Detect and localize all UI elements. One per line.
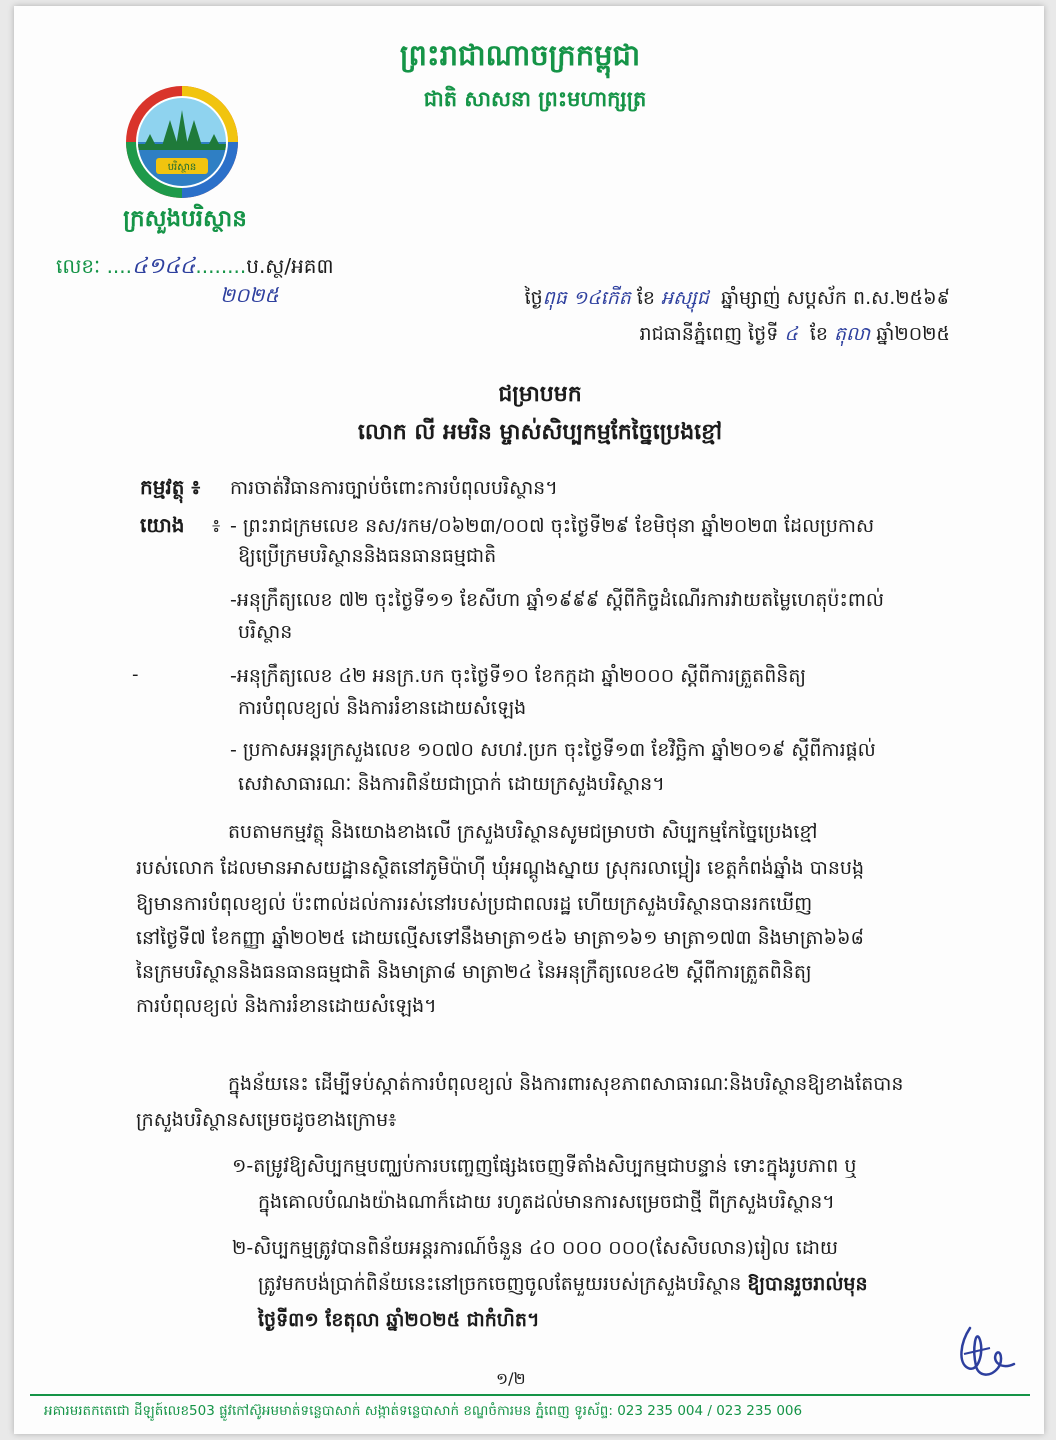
page-number: ១/២ xyxy=(496,1369,526,1388)
reference-item: បរិស្ថាន xyxy=(238,621,293,643)
decision-line: ១-តម្រូវឱ្យសិប្បកម្មបញ្ឈប់ការបញ្ចេញផ្សែងចេញទីតាំងសិប្បកម្មជាបន្ទាន់ ទោះក្នុងរូបភាព ឬ xyxy=(232,1155,857,1177)
solar-day: ៤ xyxy=(784,323,798,345)
body-line: ក្នុងន័យនេះ ដើម្បីទប់ស្កាត់ការបំពុលខ្យល់ និងការពារសុខភាពសាធារណៈនិងបរិស្ថានឱ្យខាងតែបាន xyxy=(228,1073,904,1095)
decision-line: ក្នុងគោលបំណងយ៉ាងណាក៏ដោយ រហូតដល់មានការសម្រេចជាថ្មី ពីក្រសួងបរិស្ថាន។ xyxy=(258,1191,835,1213)
lunar-date xyxy=(420,286,950,314)
footer-divider xyxy=(30,1394,1030,1396)
solar-date xyxy=(480,322,950,350)
stray-dash: - xyxy=(132,664,139,685)
reference-item: សេវាសាធារណៈ និងការពិន័យជាប្រាក់ ដោយក្រសួងបរិស្ថាន។ xyxy=(238,773,665,795)
reference-item: ឱ្យប្រើក្រមបរិស្ថាននិងធនធានធម្មជាតិ xyxy=(238,545,497,567)
reference-item: - ព្រះរាជក្រមលេខ នស/រកម/០៦២៣/០០៧ ចុះថ្ងៃទី២៩ ខែមិថុនា ឆ្នាំ២០២៣ ដែលប្រកាស xyxy=(230,515,875,537)
footer-address: អគារមរតកតេជោ ដីឡូត៍លេខ503 ផ្លូវកៅស៊ូអមមាត់ទន្លេបាសាក់ សង្កាត់ទន្លេបាសាក់ ខណ្ឌចំការមន ភ្នំពេញ ទូរស័ព្ទ: 023 235 004 / 023 235 006 xyxy=(44,1403,803,1419)
body-line: តបតាមកម្មវត្ថុ និងយោងខាងលើ ក្រសួងបរិស្ថានសូមជម្រាបថា សិប្បកម្មកែច្នៃប្រេងខ្មៅ xyxy=(228,821,818,843)
reference-item: -អនុក្រឹត្យលេខ ៤២ អនក្រ.បក ចុះថ្ងៃទី១០ ខែកក្កដា ឆ្នាំ២០០០ ស្តីពីការត្រួតពិនិត្យ xyxy=(230,665,807,687)
solar-year: ឆ្នាំ២០២៥ xyxy=(876,323,950,345)
body-line: នៅថ្ងៃទី៧ ខែកញ្ញា ឆ្នាំ២០២៥ ដោយល្មើសទៅនឹងមាត្រា១៥៦ មាត្រា១៦១ មាត្រា១៧៣ និងមាត្រា៦៦៨ xyxy=(136,927,864,949)
subject-label: កម្មវត្ថុ ៖ xyxy=(140,475,201,499)
ministry-logo xyxy=(124,84,240,200)
logo-label: បរិស្ថាន xyxy=(167,162,197,173)
reference-item: ការបំពុលខ្យល់ និងការរំខានដោយសំឡេង xyxy=(238,697,527,719)
reference-suffix: ប.ស្ថ/អគ៣ xyxy=(246,254,334,278)
salutation: ជម្រាបមក xyxy=(498,382,582,407)
references-colon: ៖ xyxy=(212,515,221,537)
solar-prefix: រាជធានីភ្នំពេញ ថ្ងៃទី xyxy=(639,323,779,345)
reference-year: ២០២៥ xyxy=(220,283,279,307)
decision-deadline-date: ថ្ងៃទី៣១ ខែតុលា ឆ្នាំ២០២៥ ជាកំហិត។ xyxy=(258,1309,540,1331)
body-line: ការបំពុលខ្យល់ និងការរំខានដោយសំឡេង។ xyxy=(136,995,437,1017)
solar-month: តុលា xyxy=(834,323,871,345)
subject-text: ការចាត់វិធានការច្បាប់ចំពោះការបំពុលបរិស្ថាន។ xyxy=(230,477,558,499)
body-line: របស់លោក ដែលមានអាសយដ្ឋានស្ថិតនៅភូមិប៉ាហ៊ី ឃុំអណ្តូងស្នាយ ស្រុករលាប្អៀរ ខេត្តកំពង់ឆ្នាំង បានបង្ក xyxy=(136,857,865,879)
kingdom-title: ព្រះរាជាណាចក្រកម្ពុជា xyxy=(399,38,641,72)
reference-number: លេខៈ ....៤១៤៤........ប.ស្ថ/អគ៣ xyxy=(56,254,334,279)
reference-handwritten-number: ៤១៤៤ xyxy=(132,254,196,279)
references-label: យោង xyxy=(140,513,185,537)
decision-line: ២-សិប្បកម្មត្រូវបានពិន័យអន្តរការណ៍ចំនួន ៤០ ០០០ ០០០(សែសិបលាន)រៀល ដោយ xyxy=(232,1237,839,1259)
lunar-day: ពុធ ១៤កើត xyxy=(542,287,631,309)
signature-initial xyxy=(950,1318,1030,1388)
reference-label: លេខៈ xyxy=(56,254,101,278)
reference-item: -អនុក្រឹត្យលេខ ៧២ ចុះថ្ងៃទី១១ ខែសីហា ឆ្នាំ១៩៩៩ ស្តីពីកិច្ចដំណើរការវាយតម្លៃហេតុប៉ះពាល់ xyxy=(230,589,884,611)
body-line: ក្រសួងបរិស្ថានសម្រេចដូចខាងក្រោម៖ xyxy=(136,1109,397,1131)
recipient: លោក លី អមរិន ម្ចាស់សិប្បកម្មកែច្នៃប្រេងខ្មៅ xyxy=(357,420,723,445)
ministry-name: ក្រសួងបរិស្ថាន xyxy=(123,206,247,232)
lunar-month: អស្សុជ xyxy=(661,287,709,309)
decision-text: ត្រូវមកបង់ប្រាក់ពិន័យនេះនៅច្រកចេញចូលតែមួយរបស់ក្រសួងបរិស្ថាន xyxy=(258,1273,742,1295)
lunar-month-label: ខែ xyxy=(636,287,655,309)
reference-item: - ប្រកាសអន្តរក្រសួងលេខ ១០៧០ សហវ.ប្រក ចុះថ្ងៃទី១៣ ខែវិច្ឆិកា ឆ្នាំ២០១៩ ស្តីពីការផ្តល់ xyxy=(230,739,876,761)
decision-deadline: ឱ្យបានរួចរាល់មុន xyxy=(747,1273,868,1295)
national-motto: ជាតិ សាសនា ព្រះមហាក្សត្រ xyxy=(423,87,647,111)
body-line: នៃក្រមបរិស្ថាននិងធនធានធម្មជាតិ និងមាត្រា៨ មាត្រា២៤ នៃអនុក្រឹត្យលេខ៤២ ស្តីពីការត្រួតពិនិត្យ xyxy=(136,961,812,983)
lunar-prefix: ថ្ងៃ xyxy=(524,287,543,309)
body-line: ឱ្យមានការបំពុលខ្យល់ ប៉ះពាល់ដល់ការរស់នៅរបស់ប្រជាពលរដ្ឋ ហើយក្រសួងបរិស្ថានបានរកឃើញ xyxy=(136,893,813,915)
solar-month-label: ខែ xyxy=(809,323,828,345)
lunar-year: ឆ្នាំម្សាញ់ សប្តស័ក ព.ស.២៥៦៩ xyxy=(720,287,950,309)
decision-line xyxy=(258,1268,868,1300)
